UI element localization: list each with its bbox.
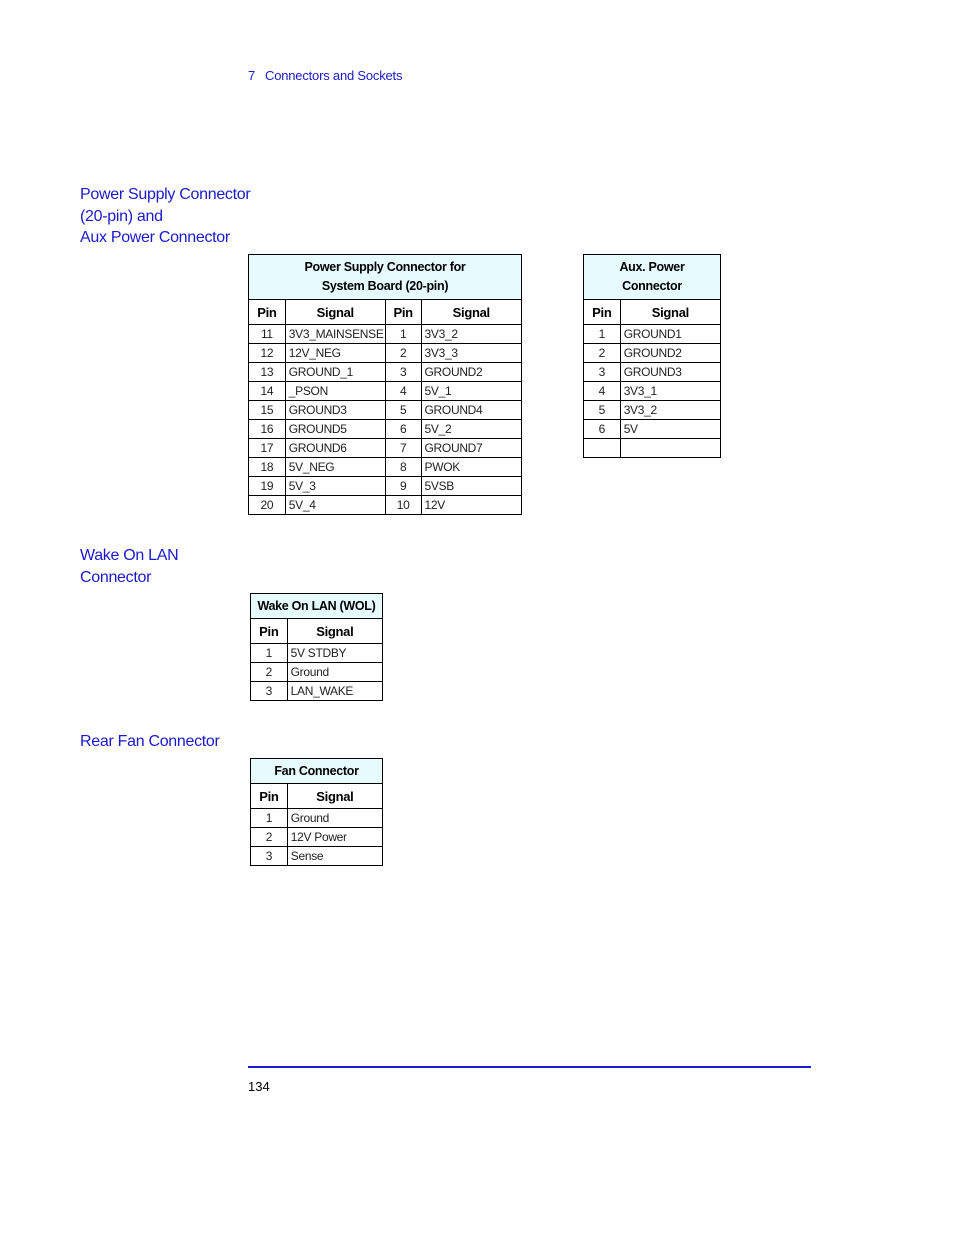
column-header: Pin: [584, 300, 621, 325]
table-row: [249, 382, 522, 401]
table-row: [249, 344, 522, 363]
pin-cell: 15: [249, 401, 286, 420]
signal-cell: GROUND_1: [285, 363, 385, 382]
signal-cell: GROUND3: [620, 363, 720, 382]
table-row: [249, 477, 522, 496]
section-title-line: Rear Fan Connector: [80, 733, 220, 750]
table-header-row: [251, 619, 383, 644]
table-row: [584, 363, 721, 382]
pin-cell: 9: [385, 477, 421, 496]
table-row: [251, 663, 383, 682]
signal-cell: 5V STDBY: [287, 644, 382, 663]
table-caption: [584, 255, 721, 300]
pin-cell: 3: [385, 363, 421, 382]
pin-cell: 3: [251, 682, 288, 701]
signal-cell: Ground: [287, 809, 382, 828]
table-row: [584, 420, 721, 439]
pin-cell: 2: [385, 344, 421, 363]
signal-cell: 5VSB: [421, 477, 521, 496]
pin-cell: 1: [251, 644, 288, 663]
column-header: Pin: [251, 784, 288, 809]
pin-cell: 7: [385, 439, 421, 458]
pin-cell: 5: [584, 401, 621, 420]
section-title-line: Aux Power Connector: [80, 229, 230, 246]
pin-cell: 20: [249, 496, 286, 515]
signal-cell: GROUND4: [421, 401, 521, 420]
table-caption: Fan Connector: [251, 759, 383, 784]
table-row: [251, 847, 383, 866]
pin-cell: 2: [251, 828, 288, 847]
pin-cell: 4: [584, 382, 621, 401]
table-header-row: [249, 300, 522, 325]
table-row: [249, 458, 522, 477]
chapter-number: 7: [248, 68, 256, 83]
table-row: [249, 439, 522, 458]
section-title-fan: [80, 731, 220, 753]
table-row: [249, 496, 522, 515]
pin-cell: 14: [249, 382, 286, 401]
signal-cell: LAN_WAKE: [287, 682, 382, 701]
caption-line: Aux. Power: [619, 260, 685, 274]
pin-cell: 19: [249, 477, 286, 496]
table-header-row: [584, 300, 721, 325]
section-title-wol: [80, 545, 178, 588]
footer-rule: [248, 1066, 811, 1068]
signal-cell: GROUND7: [421, 439, 521, 458]
column-header: Signal: [287, 784, 382, 809]
column-header: Pin: [385, 300, 421, 325]
pin-cell: 5: [385, 401, 421, 420]
column-header: Pin: [249, 300, 286, 325]
signal-cell: 5V: [620, 420, 720, 439]
table-row: [249, 401, 522, 420]
signal-cell: PWOK: [421, 458, 521, 477]
pin-cell: 18: [249, 458, 286, 477]
table-caption: Wake On LAN (WOL): [251, 594, 383, 619]
signal-cell: 3V3_3: [421, 344, 521, 363]
pin-cell: [584, 439, 621, 458]
table-row: [251, 828, 383, 847]
table-row: [251, 809, 383, 828]
page-number: 134: [248, 1079, 270, 1094]
pin-cell: 6: [385, 420, 421, 439]
pin-cell: 11: [249, 325, 286, 344]
pin-cell: 2: [251, 663, 288, 682]
pin-cell: 17: [249, 439, 286, 458]
pin-cell: 1: [251, 809, 288, 828]
signal-cell: 5V_3: [285, 477, 385, 496]
pin-cell: 13: [249, 363, 286, 382]
caption-line: Connector: [622, 279, 682, 293]
section-title-line: (20-pin) and: [80, 207, 163, 225]
pin-cell: 10: [385, 496, 421, 515]
signal-cell: 12V_NEG: [285, 344, 385, 363]
column-header: Signal: [287, 619, 382, 644]
wol-table: [250, 593, 383, 701]
signal-cell: [620, 439, 720, 458]
signal-cell: 3V3_2: [421, 325, 521, 344]
signal-cell: GROUND2: [421, 363, 521, 382]
column-header: Signal: [285, 300, 385, 325]
column-header: Signal: [620, 300, 720, 325]
fan-table: [250, 758, 383, 866]
signal-cell: GROUND2: [620, 344, 720, 363]
pin-cell: 6: [584, 420, 621, 439]
pin-cell: 16: [249, 420, 286, 439]
pin-cell: 2: [584, 344, 621, 363]
table-row: [249, 325, 522, 344]
table-row: [584, 382, 721, 401]
signal-cell: GROUND6: [285, 439, 385, 458]
pin-cell: 1: [584, 325, 621, 344]
table-row: [584, 344, 721, 363]
power-supply-table: [248, 254, 522, 515]
signal-cell: 5V_2: [421, 420, 521, 439]
table-row: [584, 401, 721, 420]
pin-cell: 4: [385, 382, 421, 401]
pin-cell: 3: [251, 847, 288, 866]
pin-cell: 1: [385, 325, 421, 344]
signal-cell: Sense: [287, 847, 382, 866]
pin-cell: 12: [249, 344, 286, 363]
pin-cell: 3: [584, 363, 621, 382]
section-title-power: [80, 184, 250, 249]
signal-cell: 5V_4: [285, 496, 385, 515]
table-row: [249, 363, 522, 382]
table-header-row: [251, 784, 383, 809]
signal-cell: 12V Power: [287, 828, 382, 847]
signal-cell: 3V3_2: [620, 401, 720, 420]
section-title-line: Connector: [80, 568, 152, 586]
table-row: [251, 644, 383, 663]
table-row: [584, 439, 721, 458]
section-title-line: Wake On LAN: [80, 547, 179, 564]
column-header: Pin: [251, 619, 288, 644]
aux-power-table: [583, 254, 721, 458]
signal-cell: 12V: [421, 496, 521, 515]
column-header: Signal: [421, 300, 521, 325]
table-row: [584, 325, 721, 344]
caption-line: System Board (20-pin): [321, 279, 449, 293]
pin-cell: 8: [385, 458, 421, 477]
signal-cell: GROUND1: [620, 325, 720, 344]
signal-cell: GROUND5: [285, 420, 385, 439]
table-caption: [249, 255, 522, 300]
running-header: [248, 68, 402, 83]
chapter-title: Connectors and Sockets: [265, 68, 403, 83]
table-row: [251, 682, 383, 701]
signal-cell: Ground: [287, 663, 382, 682]
signal-cell: 3V3_MAINSENSE: [285, 325, 385, 344]
signal-cell: _PSON: [285, 382, 385, 401]
table-row: [249, 420, 522, 439]
signal-cell: 3V3_1: [620, 382, 720, 401]
caption-line: Power Supply Connector for: [304, 260, 466, 274]
signal-cell: GROUND3: [285, 401, 385, 420]
signal-cell: 5V_NEG: [285, 458, 385, 477]
signal-cell: 5V_1: [421, 382, 521, 401]
section-title-line: Power Supply Connector: [80, 186, 251, 203]
